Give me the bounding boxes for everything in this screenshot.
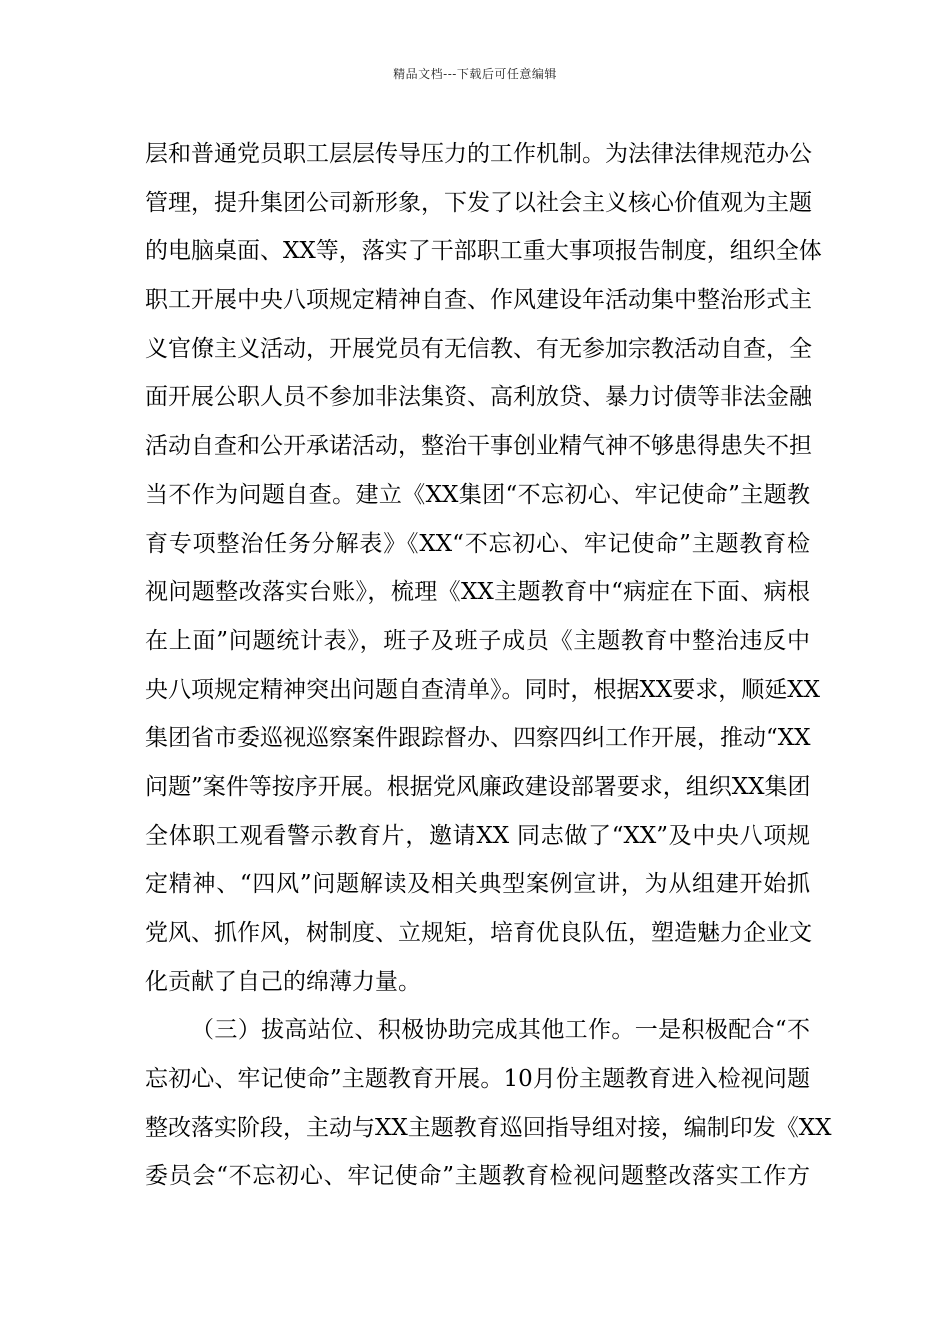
paragraph-line: 当不作为问题自查。建立《XX集团“不忘初心、牢记使命”主题教 bbox=[145, 481, 810, 508]
paragraph-line: 的电脑桌面、XX等，落实了干部职工重大事项报告制度，组织全体 bbox=[145, 238, 822, 265]
paragraph-line: （三）拔高站位、积极协助完成其他工作。一是积极配合“不 bbox=[191, 1017, 810, 1044]
paragraph-line: 育专项整治任务分解表》《XX“不忘初心、牢记使命”主题教育检 bbox=[145, 530, 810, 557]
paragraph-line: 定精神、“四风”问题解读及相关典型案例宣讲，为从组建开始抓 bbox=[145, 871, 810, 898]
paragraph-line: 职工开展中央八项规定精神自查、作风建设年活动集中整治形式主 bbox=[145, 287, 812, 314]
document-body bbox=[145, 130, 832, 1201]
paragraph-line: 层和普通党员职工层层传导压力的工作机制。为法律法律规范办公 bbox=[145, 141, 812, 167]
paragraph-line: 在上面”问题统计表》，班子及班子成员《主题教育中整治违反中 bbox=[145, 627, 810, 654]
paragraph-line: 面开展公职人员不参加非法集资、高利放贷、暴力讨债等非法金融 bbox=[145, 384, 812, 411]
paragraph-line: 全体职工观看警示教育片，邀请XX 同志做了“XX”及中央八项规 bbox=[145, 822, 810, 849]
paragraph-line: 忘初心、牢记使命”主题教育开展。10月份主题教育进入检视问题 bbox=[145, 1066, 810, 1093]
paragraph-line: 委员会“不忘初心、牢记使命”主题教育检视问题整改落实工作方 bbox=[145, 1163, 810, 1190]
paragraph-line: 化贡献了自己的绵薄力量。 bbox=[145, 968, 421, 995]
paragraph-line: 义官僚主义活动，开展党员有无信教、有无参加宗教活动自查，全 bbox=[145, 335, 812, 362]
paragraph-line: 管理，提升集团公司新形象，下发了以社会主义核心价值观为主题 bbox=[145, 189, 812, 216]
paragraph-line: 集团省市委巡视巡察案件跟踪督办、四察四纠工作开展，推动“XX bbox=[145, 725, 811, 752]
paragraph-line: 央八项规定精神突出问题自查清单》。同时，根据XX要求，顺延XX bbox=[145, 676, 820, 703]
paragraph-line: 党风、抓作风，树制度、立规矩，培育优良队伍，塑造魅力企业文 bbox=[145, 920, 812, 946]
paragraph-line: 问题”案件等按序开展。根据党风廉政建设部署要求，组织XX集团 bbox=[145, 773, 811, 800]
paragraph-line: 活动自查和公开承诺活动，整治干事创业精气神不够患得患失不担 bbox=[145, 433, 812, 460]
paragraph-line: 整改落实阶段，主动与XX主题教育巡回指导组对接，编制印发《XX bbox=[145, 1114, 832, 1141]
page-header: 精品文档---下载后可任意编辑 bbox=[393, 67, 557, 81]
paragraph-line: 视问题整改落实台账》，梳理《XX主题教育中“病症在下面、病根 bbox=[145, 579, 810, 606]
